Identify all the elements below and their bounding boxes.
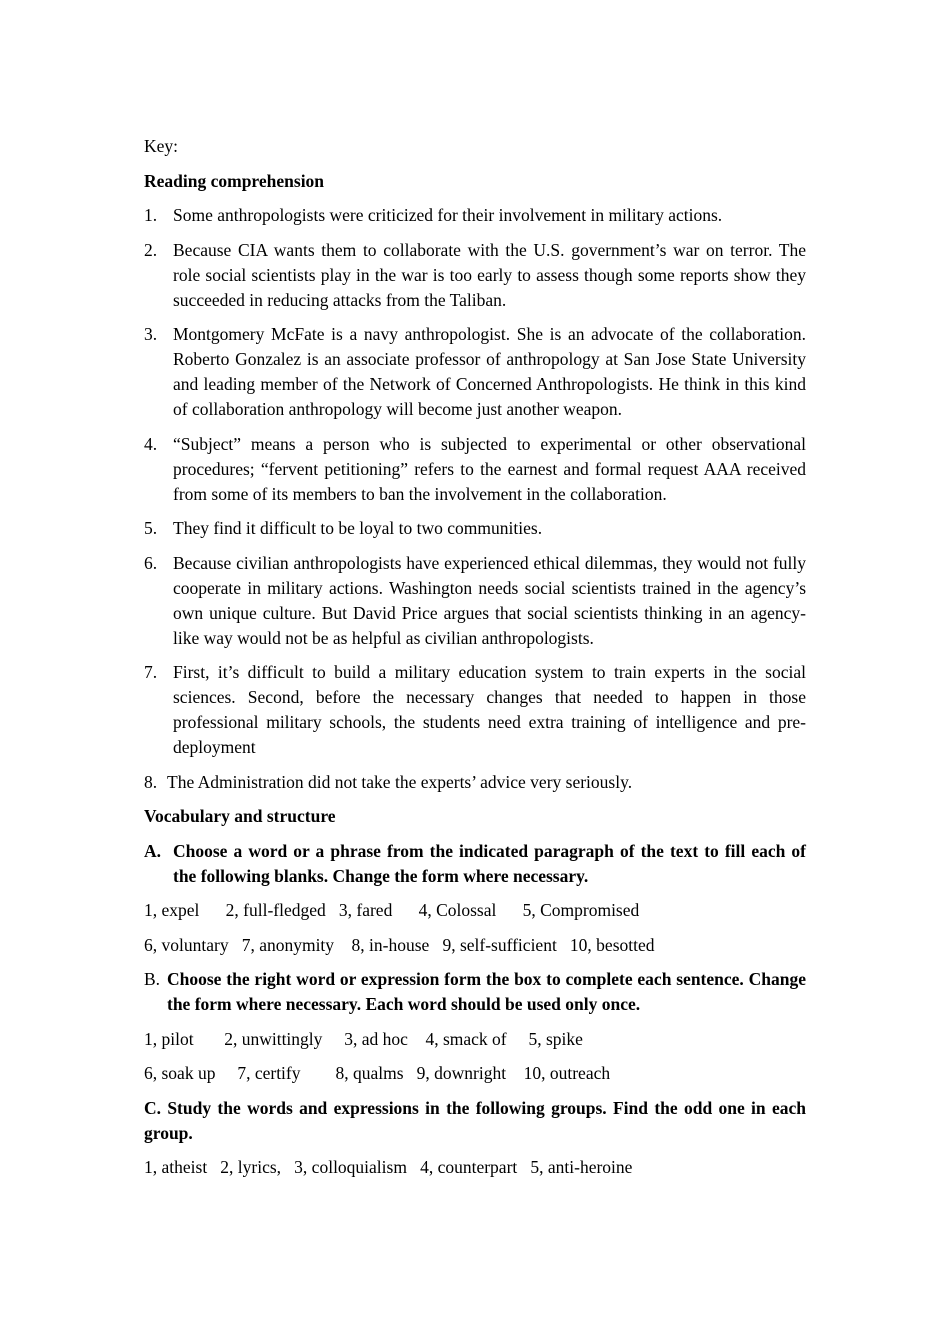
list-item — [144, 770, 806, 795]
item-text: Montgomery McFate is a navy anthropologist. She is an advocate of the collaboration. Roberto Gonzalez is an associate professor of anthropology at San Jose State University and leading member of the Network of Concerned Anthropologists. He think in this kind of collaboration anthropology will become just another weapon. — [173, 324, 806, 419]
section-b-text: Choose the right word or expression form the box to complete each sentence. Change the form where necessary. Each word should be used only once. — [167, 969, 806, 1014]
section-a-answers-row-1: 1, expel 2, full-fledged 3, fared 4, Colossal 5, Compromised — [144, 900, 640, 920]
item-number: 2. — [144, 239, 158, 260]
list-item — [144, 516, 806, 541]
item-text: They find it difficult to be loyal to two communities. — [173, 518, 543, 538]
item-number: 7. — [144, 662, 158, 682]
item-text: “Subject” means a person who is subjected to experimental or other observational procedures; “fervent petitioning” refers to the earnest and formal request AAA received from some of its members to ban the involvement in the collaboration. — [173, 433, 806, 504]
list-item — [144, 551, 806, 651]
section-a-instruction — [144, 839, 806, 889]
item-text: Because CIA wants them to collaborate with the U.S. government’s war on terror. The role social scientists play in the war is too early to assess though some reports show they succeeded in reducing attacks from the Taliban. — [173, 239, 806, 310]
section-c-instruction: C. Study the words and expressions in the following groups. Find the odd one in each group. — [144, 1097, 806, 1143]
reading-heading: Reading comprehension — [144, 170, 325, 191]
list-item — [144, 322, 806, 422]
section-b-instruction — [144, 967, 806, 1017]
item-number: 8. — [144, 771, 158, 792]
item-text: First, it’s difficult to build a military education system to train experts in the social sciences. Second, before the necessary changes that needed to happen in those professional military schools, the students need extra training of intelligence and pre-deployment — [173, 662, 806, 757]
section-a-label: A. — [144, 840, 162, 861]
vocab-heading: Vocabulary and structure — [144, 806, 336, 826]
key-label: Key: — [144, 136, 179, 156]
item-text: The Administration did not take the experts’ advice very seriously. — [167, 771, 633, 792]
section-a-text: Choose a word or a phrase from the indicated paragraph of the text to fill each of the following blanks. Change the form where necessary. — [173, 840, 806, 886]
section-b-label: B. — [144, 969, 161, 989]
section-b-answers-row-2: 6, soak up 7, certify 8, qualms 9, downright 10, outreach — [144, 1063, 611, 1083]
item-number: 4. — [144, 433, 158, 454]
item-number: 1. — [144, 205, 158, 225]
section-c-answers-row-1: 1, atheist 2, lyrics, 3, colloquialism 4, counterpart 5, anti-heroine — [144, 1157, 633, 1177]
list-item — [144, 203, 806, 228]
list-item — [144, 432, 806, 507]
item-text: Because civilian anthropologists have experienced ethical dilemmas, they would not fully cooperate in military actions. Washington needs social scientists trained in the agency’s own unique culture. But David Price argues that social scientists thinking in an agency-like way would not be as helpful as civilian anthropologists. — [173, 552, 806, 648]
document-page — [144, 134, 806, 1190]
section-a-answers-row-2: 6, voluntary 7, anonymity 8, in-house 9, self-sufficient 10, besotted — [144, 934, 655, 955]
item-number: 6. — [144, 552, 158, 573]
section-b-answers-row-1: 1, pilot 2, unwittingly 3, ad hoc 4, smack of 5, spike — [144, 1028, 583, 1049]
list-item — [144, 238, 806, 313]
item-text: Some anthropologists were criticized for their involvement in military actions. — [173, 205, 723, 225]
item-number: 3. — [144, 324, 158, 344]
list-item — [144, 660, 806, 760]
item-number: 5. — [144, 518, 158, 538]
